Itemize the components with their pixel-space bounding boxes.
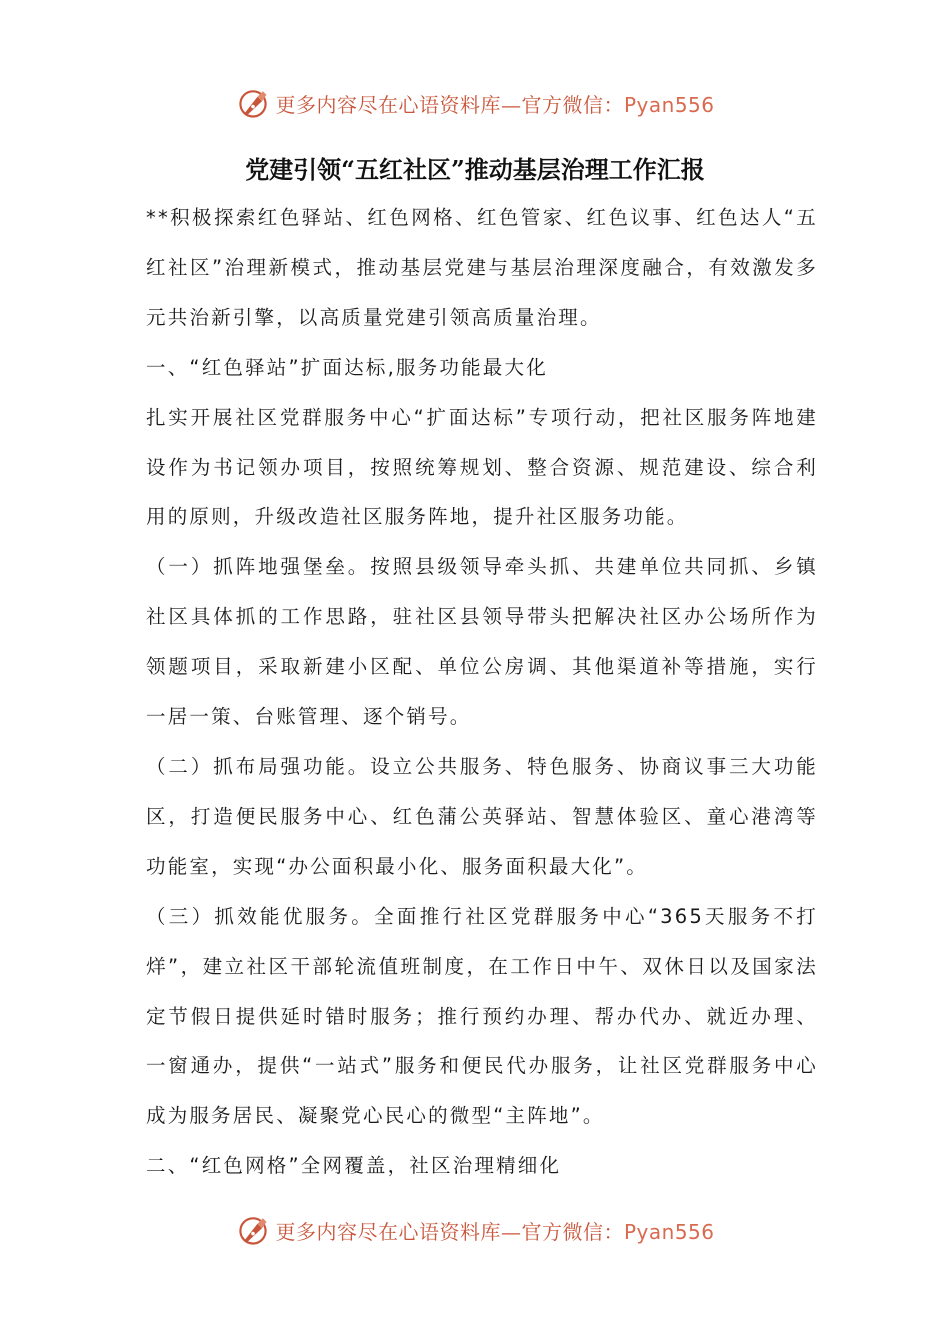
watermark-text xyxy=(275,1216,714,1245)
paragraph-section-1: 扎实开展社区党群服务中心“扩面达标”专项行动，把社区服务阵地建设作为书记领办项目，按照统筹规划、整合资源、规范建设、综合利用的原则，升级改造社区服务阵地，提升社区服务功能。 xyxy=(146,405,818,529)
wechat-id: Pyan556 xyxy=(623,1219,715,1244)
watermark-label: 更多内容尽在心语资料库—官方微信： xyxy=(275,92,624,117)
wechat-id: Pyan556 xyxy=(623,92,715,117)
watermark-banner-top xyxy=(0,80,950,126)
pen-nib-logo-icon xyxy=(235,1212,271,1248)
paragraph-intro: **积极探索红色驿站、红色网格、红色管家、红色议事、红色达人“五红社区”治理新模式，推动基层党建与基层治理深度融合，有效激发多元共治新引擎，以高质量党建引领高质量治理。 xyxy=(146,206,818,329)
document-title: 党建引领“五红社区”推动基层治理工作汇报 xyxy=(245,155,705,184)
section-heading-2: 二、“红色网格”全网覆盖，社区治理精细化 xyxy=(146,1154,562,1178)
pen-nib-logo-icon xyxy=(235,85,271,121)
section-heading-1: 一、“红色驿站”扩面达标,服务功能最大化 xyxy=(146,355,548,379)
paragraph-item-1: （一）抓阵地强堡垒。按照县级领导牵头抓、共建单位共同抓、乡镇社区具体抓的工作思路，驻社区县领导带头把解决社区办公场所作为领题项目，采取新建小区配、单位公房调、其他渠道补等措施，实行一居一策、台账管理、逐个销号。 xyxy=(146,555,818,729)
paragraph-item-3: （三）抓效能优服务。全面推行社区党群服务中心“365天服务不打烊”，建立社区干部轮流值班制度，在工作日中午、双休日以及国家法定节假日提供延时错时服务；推行预约办理、帮办代办、就近办理、一窗通办，提供“一站式”服务和便民代办服务，让社区党群服务中心成为服务居民、凝聚党心民心的微型“主阵地”。 xyxy=(146,904,818,1128)
watermark-banner-bottom xyxy=(0,1207,950,1253)
watermark-text xyxy=(275,89,714,118)
watermark-label: 更多内容尽在心语资料库—官方微信： xyxy=(275,1219,624,1244)
document-body xyxy=(146,193,818,1191)
paragraph-item-2: （二）抓布局强功能。设立公共服务、特色服务、协商议事三大功能区，打造便民服务中心、红色蒲公英驿站、智慧体验区、童心港湾等功能室，实现“办公面积最小化、服务面积最大化”。 xyxy=(146,754,818,878)
